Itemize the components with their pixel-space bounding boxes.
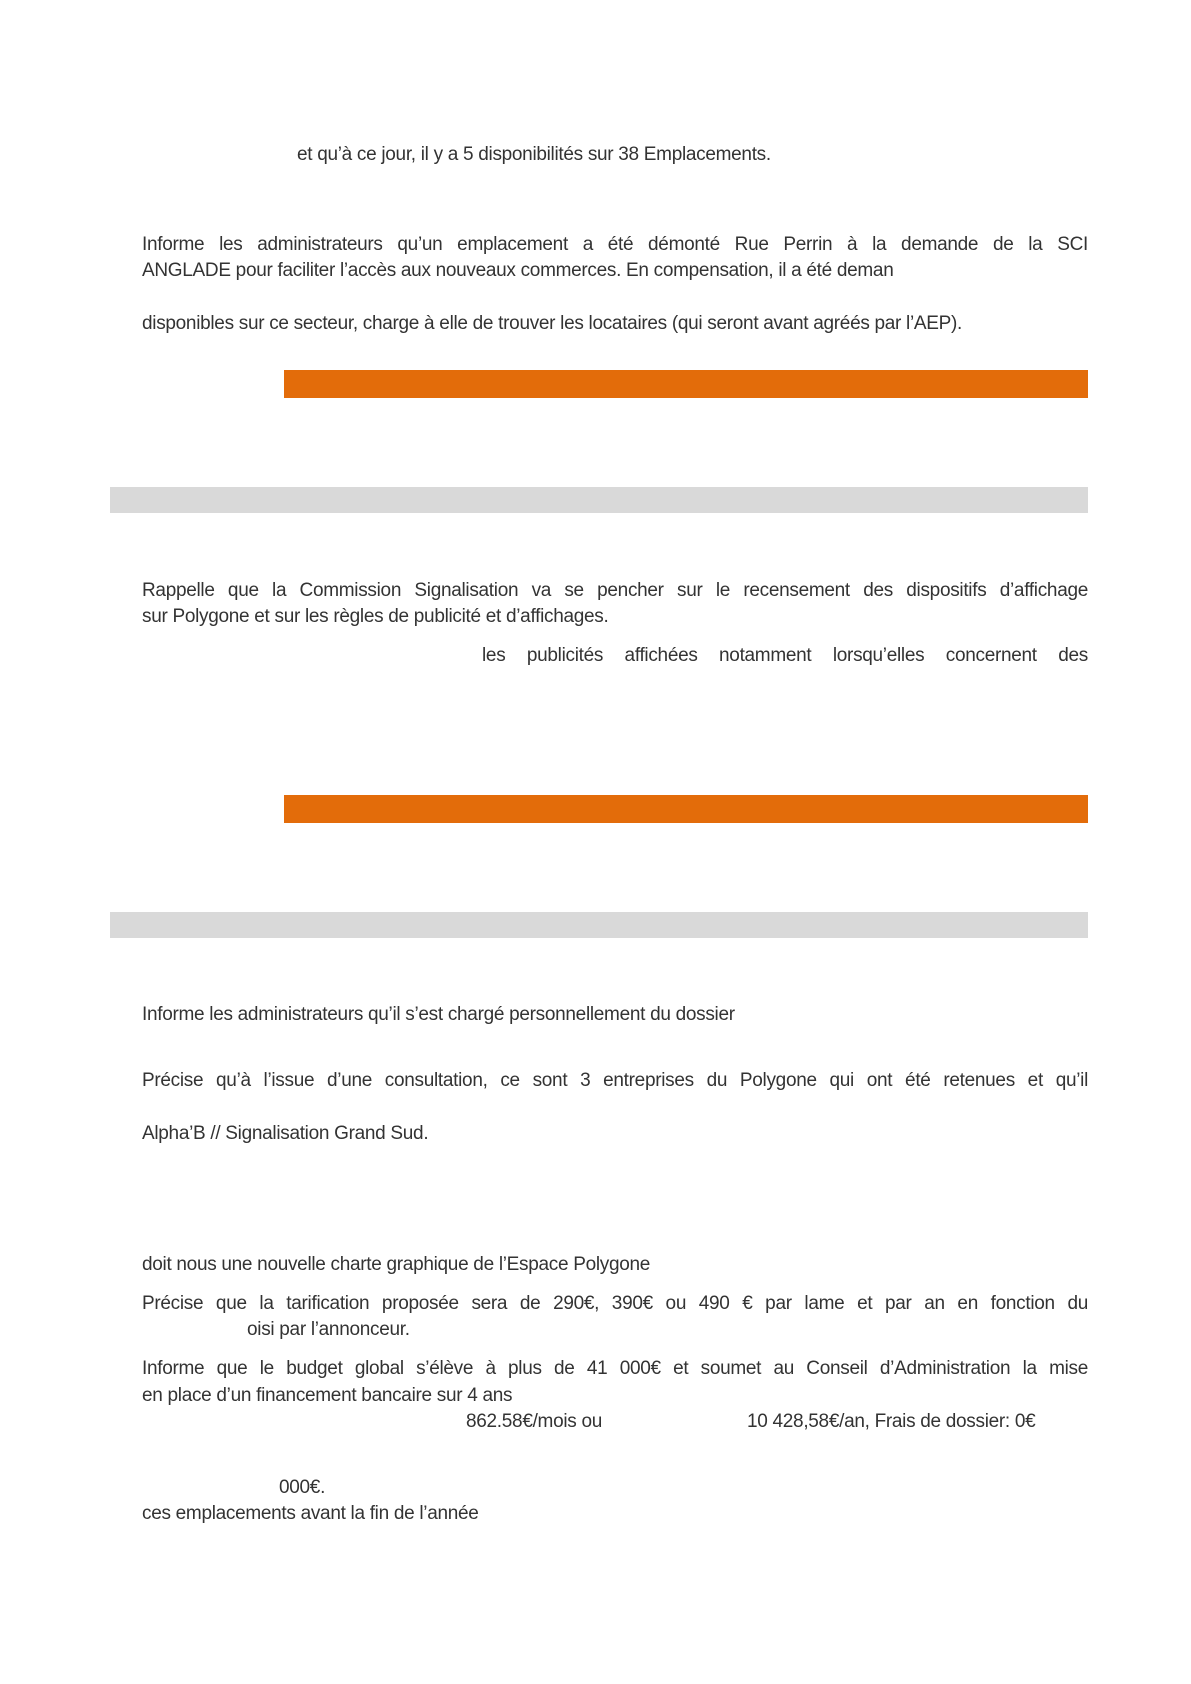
text-line: ANGLADE pour faciliter l’accès aux nouveaux commerces. En compensation, il a été deman [142, 260, 894, 281]
text-line: les publicités affichées notamment lorsqu’elles concernent des [482, 645, 1088, 666]
section-band [110, 912, 1088, 938]
text-line: Informe les administrateurs qu’il s’est chargé personnellement du dossier [142, 1004, 735, 1025]
text-line: et qu’à ce jour, il y a 5 disponibilités sur 38 Emplacements. [297, 144, 771, 165]
text-line: disponibles sur ce secteur, charge à elle de trouver les locataires (qui seront avant agréés par l’AEP). [142, 313, 963, 334]
text-line: 862.58€/mois ou [466, 1411, 602, 1432]
text-line: Alpha’B // Signalisation Grand Sud. [142, 1123, 429, 1144]
section-heading-bar [284, 370, 1088, 398]
text-line: Informe les administrateurs qu’un emplacement a été démonté Rue Perrin à la demande de la SCI [142, 234, 1088, 255]
text-line: doit nous une nouvelle charte graphique de l’Espace Polygone [142, 1254, 651, 1275]
text-line: 000€. [279, 1477, 326, 1498]
text-line: 10 428,58€/an, Frais de dossier: 0€ [747, 1411, 1036, 1432]
text-line: Précise que la tarification proposée sera de 290€, 390€ ou 490 € par lame et par an en fonction du [142, 1293, 1088, 1314]
text-line: ces emplacements avant la fin de l’année [142, 1503, 479, 1524]
text-line: oisi par l’annonceur. [247, 1319, 410, 1340]
text-line: Informe que le budget global s’élève à plus de 41 000€ et soumet au Conseil d’Administration la mise [142, 1358, 1088, 1379]
text-line: sur Polygone et sur les règles de publicité et d’affichages. [142, 606, 609, 627]
section-band [110, 487, 1088, 513]
text-line: Précise qu’à l’issue d’une consultation, ce sont 3 entreprises du Polygone qui ont été retenues et qu’il [142, 1070, 1088, 1091]
section-heading-bar [284, 795, 1088, 823]
text-line: Rappelle que la Commission Signalisation va se pencher sur le recensement des dispositifs d’affichage [142, 580, 1088, 601]
text-line: en place d’un financement bancaire sur 4 ans [142, 1385, 513, 1406]
